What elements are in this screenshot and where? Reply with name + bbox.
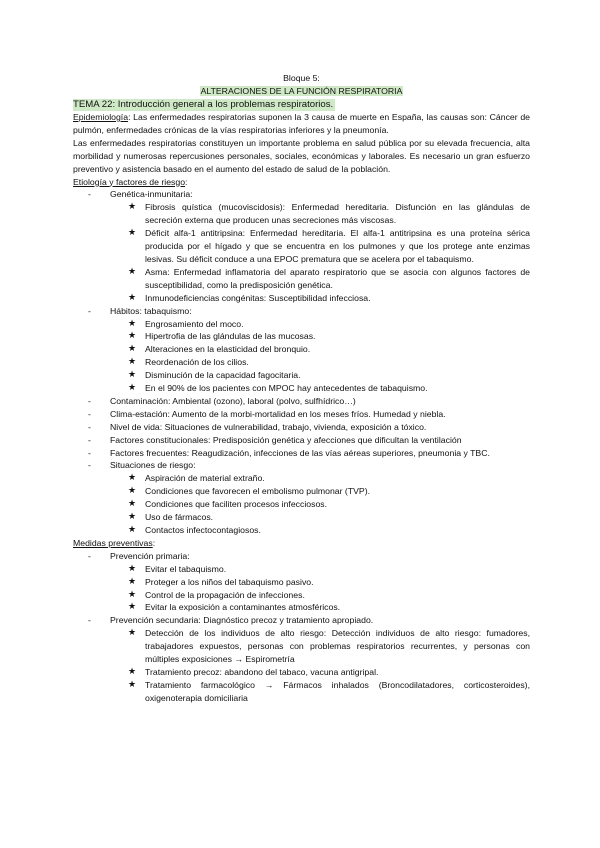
- primaria-sublist: [110, 563, 530, 615]
- list-item: [110, 188, 530, 304]
- list-item: ★ Aspiración de material extraño.: [145, 472, 530, 485]
- medidas-colon: :: [152, 537, 156, 548]
- list-item: [110, 614, 530, 704]
- primaria-label: Prevención primaria:: [110, 550, 190, 561]
- etiologia-heading: [73, 176, 530, 189]
- epidemiologia-text: : Las enfermedades respiratorias suponen la 3 causa de muerte en España, las causas son: Cáncer de pulmón, enfermedades crónicas de la vías respiratorias inferiores y la pneumonía.: [73, 112, 530, 135]
- list-item: ★ Inmunodeficiencias congénitas: Susceptibilidad infecciosa.: [145, 292, 530, 305]
- list-item: ★ Reordenación de los cilios.: [145, 356, 530, 369]
- secundaria-sublist: [110, 627, 530, 704]
- list-item: ★ Control de la propagación de infecciones.: [145, 589, 530, 602]
- list-item: ★ Déficit alfa-1 antitripsina: Enfermedad hereditaria. El alfa-1 antitripsina es una proteína sérica producida por el hígado y que se encuentra en los pulmones y que los protege ante enzimas lesivas. Su déficit conduce a una EPOC prematura que se acelera por el tabaquismo.: [145, 227, 530, 266]
- medidas-list: [73, 550, 530, 705]
- genetica-label: Genética-inmunitaria:: [110, 189, 193, 200]
- list-item: ★ Detección de los individuos de alto riesgo: Detección individuos de alto riesgo: fumadores, trabajadores expuestos, personas con problemas respiratorios recurrentes, y personas con múltiples exposiciones → Espirometría: [145, 627, 530, 666]
- tema-title: TEMA 22: Introducción general a los problemas respiratorios.: [73, 98, 334, 110]
- etiologia-label: Etiología y factores de riesgo: [73, 176, 186, 187]
- list-item: [110, 550, 530, 615]
- document-content: [73, 72, 530, 705]
- list-item: ★ Disminución de la capacidad fagocitaria.: [145, 369, 530, 382]
- section-title-text: ALTERACIONES DE LA FUNCIÓN RESPIRATORIA: [200, 85, 403, 96]
- list-item: ★ Condiciones que faciliten procesos infecciosos.: [145, 498, 530, 511]
- medidas-heading: [73, 537, 530, 550]
- situaciones-sublist: [110, 472, 530, 537]
- tema-heading: [73, 98, 530, 111]
- salud-publica-paragraph: Las enfermedades respiratorias constituyen un importante problema en salud pública por su elevada frecuencia, alta morbilidad y numerosas repercusiones personales, sociales, económicas y laborales. Es necesario un gran esfuerzo preventivo y asistencia basado en el aumento del estado de salud de la población.: [73, 137, 530, 174]
- epidemiologia-paragraph: [73, 111, 530, 137]
- habitos-label: Hábitos: tabaquismo:: [110, 305, 192, 316]
- bloque-label: Bloque 5:: [283, 73, 320, 83]
- list-item: ★ Tratamiento precoz: abandono del tabaco, vacuna antigripal.: [145, 666, 530, 679]
- list-item: ★ Hipertrofia de las glándulas de las mucosas.: [145, 330, 530, 343]
- list-item: - Factores frecuentes: Reagudización, infecciones de las vías aéreas superiores, pneumonia y TBC.: [110, 447, 530, 460]
- list-item: ★ Alteraciones en la elasticidad del bronquio.: [145, 343, 530, 356]
- etiologia-colon: :: [185, 176, 188, 187]
- list-item: - Clima-estación: Aumento de la morbi-mortalidad en los meses fríos. Humedad y niebla.: [110, 408, 530, 421]
- list-item: ★ Engrosamiento del moco.: [145, 318, 530, 331]
- etiologia-list: [73, 188, 530, 536]
- list-item: ★ Tratamiento farmacológico → Fármacos inhalados (Broncodilatadores, corticosteroides), oxigenoterapia domiciliaria: [145, 679, 530, 705]
- genetica-sublist: [110, 201, 530, 304]
- list-item: - Nivel de vida: Situaciones de vulnerabilidad, trabajo, vivienda, exposición a tóxico.: [110, 421, 530, 434]
- list-item: - Contaminación: Ambiental (ozono), laboral (polvo, sulfhídrico…): [110, 395, 530, 408]
- list-item: [110, 305, 530, 395]
- bloque-heading: [73, 72, 530, 85]
- list-item: ★ Contactos infectocontagiosos.: [145, 524, 530, 537]
- section-title: [73, 85, 530, 98]
- list-item: ★ Proteger a los niños del tabaquismo pasivo.: [145, 576, 530, 589]
- list-item: ★ Uso de fármacos.: [145, 511, 530, 524]
- habitos-sublist: [110, 318, 530, 395]
- list-item: ★ Evitar la exposición a contaminantes atmosféricos.: [145, 601, 530, 614]
- situaciones-label: Situaciones de riesgo:: [110, 460, 196, 471]
- secundaria-label: Prevención secundaria: Diagnóstico precoz y tratamiento apropiado.: [110, 615, 374, 626]
- epidemiologia-label: Epidemiología: [73, 112, 129, 123]
- list-item: ★ Evitar el tabaquismo.: [145, 563, 530, 576]
- medidas-label: Medidas preventivas: [73, 537, 153, 548]
- list-item: ★ Condiciones que favorecen el embolismo pulmonar (TVP).: [145, 485, 530, 498]
- list-item: - Factores constitucionales: Predisposición genética y afecciones que dificultan la ventilación: [110, 434, 530, 447]
- list-item: ★ Asma: Enfermedad inflamatoria del aparato respiratorio que se asocia con algunos factores de susceptibilidad, como la predisposición genética.: [145, 266, 530, 292]
- list-item: ★ Fibrosis quística (mucoviscidosis): Enfermedad hereditaria. Disfunción en las glándulas de secreción externa que producen unas secreciones más viscosas.: [145, 201, 530, 227]
- list-item: [110, 459, 530, 536]
- list-item: ★ En el 90% de los pacientes con MPOC hay antecedentes de tabaquismo.: [145, 382, 530, 395]
